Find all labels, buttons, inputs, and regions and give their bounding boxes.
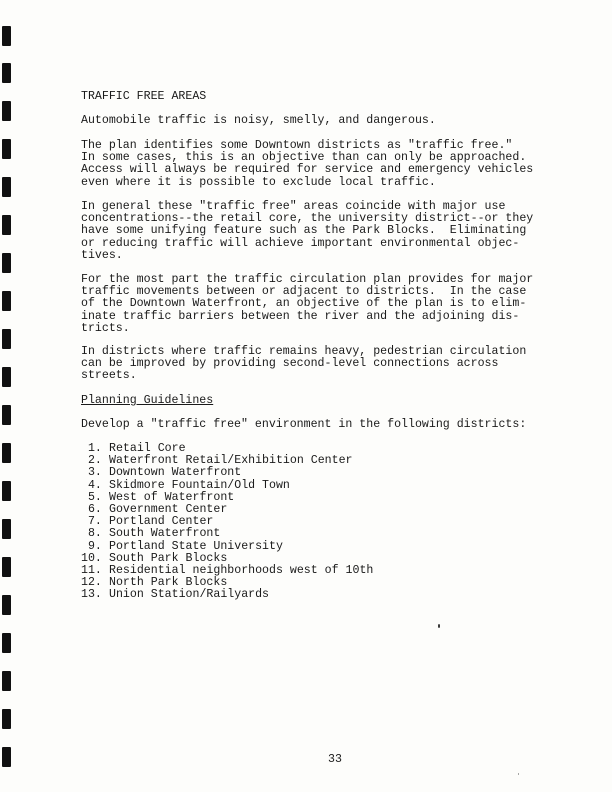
binder-hole-icon — [2, 481, 11, 501]
list-item-number: 1. — [81, 442, 102, 455]
binder-hole-icon — [2, 329, 11, 349]
binder-hole-icon — [2, 177, 11, 197]
list-item-label: Government Center — [109, 503, 228, 517]
list-item-label: South Waterfront — [109, 527, 221, 541]
paragraph-5: In districts where traffic remains heavy, pedestrian circulation can be improved by providing second-level connections across streets. — [81, 345, 527, 383]
list-item-number: 5. — [81, 490, 102, 504]
binder-hole-icon — [2, 595, 11, 615]
binder-hole-icon — [2, 519, 11, 539]
list-item-label: West of Waterfront — [109, 490, 235, 504]
binder-hole-icon — [2, 367, 11, 387]
list-item — [81, 541, 551, 553]
binder-hole-icon — [2, 557, 11, 577]
list-item-label: Waterfront Retail/Exhibition Center — [109, 454, 353, 468]
paragraph-1: Automobile traffic is noisy, smelly, and dangerous. — [81, 114, 436, 127]
binder-hole-icon — [2, 26, 11, 46]
binder-hole-icon — [2, 633, 11, 653]
binder-hole-icon — [2, 63, 11, 83]
paragraph-2: The plan identifies some Downtown districts as "traffic free." In some cases, this is an objective than can only be approached. Access will always be required for service and emergency vehicles even where it is possible to exclude local traffic. — [81, 139, 534, 189]
binder-holes — [2, 0, 16, 792]
list-item-label: Portland Center — [109, 515, 214, 529]
binder-hole-icon — [2, 215, 11, 235]
list-item-label: Portland State University — [109, 539, 283, 553]
list-item-number: 10. — [81, 551, 102, 565]
list-item-label: Retail Core — [109, 442, 186, 455]
list-item-label: North Park Blocks — [109, 576, 228, 590]
list-item-number: 6. — [81, 503, 102, 517]
binder-hole-icon — [2, 101, 11, 121]
binder-hole-icon — [2, 709, 11, 729]
list-item — [81, 589, 551, 601]
binder-hole-icon — [2, 671, 11, 691]
list-item-label: South Park Blocks — [109, 551, 228, 565]
page-number: 33 — [328, 753, 342, 766]
district-list — [81, 443, 551, 602]
binder-hole-icon — [2, 405, 11, 425]
list-item-number: 9. — [81, 539, 102, 553]
planning-guidelines-heading: Planning Guidelines — [81, 394, 214, 407]
list-item-label: Downtown Waterfront — [109, 466, 242, 480]
list-item-number: 8. — [81, 527, 102, 541]
paragraph-4: For the most part the traffic circulation plan provides for major traffic movements between or adjacent to districts. In the case of the Downtown Waterfront, an objective of the plan is to elim- inate traffic barriers between the river and the adjoining dis- tricts. — [81, 273, 534, 335]
list-item-number: 12. — [81, 576, 102, 590]
scan-speck — [518, 773, 519, 775]
list-item-label: Skidmore Fountain/Old Town — [109, 478, 290, 492]
list-item-number: 11. — [81, 564, 102, 578]
binder-hole-icon — [2, 139, 11, 159]
list-item — [81, 528, 551, 540]
list-item-label: Union Station/Railyards — [109, 588, 270, 602]
binder-hole-icon — [2, 253, 11, 273]
list-item-number: 7. — [81, 515, 102, 529]
list-item-number: 13. — [81, 588, 102, 602]
list-item-number: 3. — [81, 466, 102, 480]
scan-speck — [438, 624, 440, 628]
list-item-number: 2. — [81, 454, 102, 468]
list-item-number: 4. — [81, 478, 102, 492]
list-item — [81, 467, 551, 479]
guideline-intro: Develop a "traffic free" environment in the following districts: — [81, 418, 527, 431]
binder-hole-icon — [2, 443, 11, 463]
list-item — [81, 480, 551, 492]
paragraph-3: In general these "traffic free" areas coincide with major use concentrations--the retail core, the university district--or they have some unifying feature such as the Park Blocks. Eliminating or reducing traffic will achieve important environmental objec- tives. — [81, 200, 534, 262]
binder-hole-icon — [2, 291, 11, 311]
section-title: TRAFFIC FREE AREAS — [81, 90, 207, 103]
list-item-label: Residential neighborhoods west of 10th — [109, 564, 374, 578]
